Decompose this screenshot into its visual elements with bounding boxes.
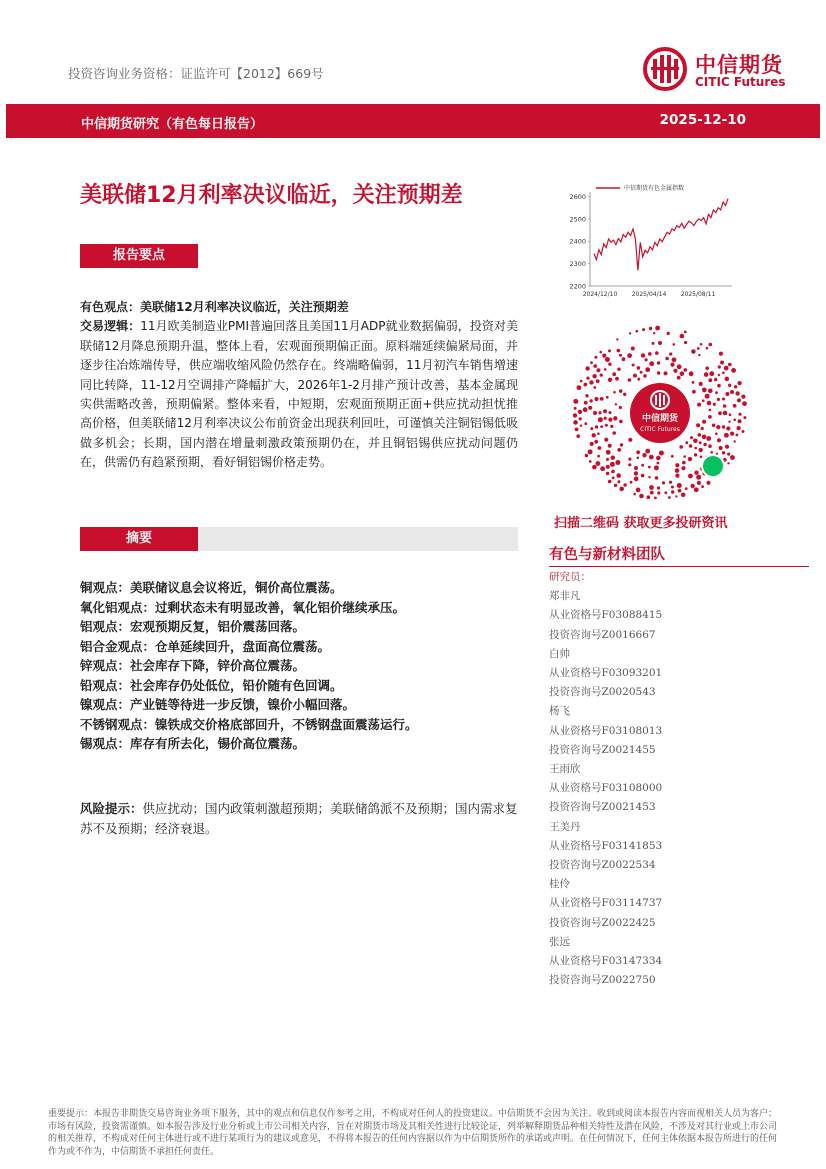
- view-item: 氧化铝观点：过剩状态未有明显改善，氧化铝价继续承压。: [80, 599, 406, 615]
- x-tick-label: 2025/08/11: [680, 291, 716, 298]
- logo-en: CITIC Futures: [695, 75, 786, 89]
- view-item: 铝合金观点：仓单延续回升，盘面高位震荡。: [80, 638, 331, 654]
- y-tick-label: 2300: [569, 260, 586, 269]
- risk-text: 供应扰动；国内政策刺激超预期；美联储鸽派不及预期；国内需求复苏不及预期；经济衰退。: [80, 801, 518, 836]
- view-label: 有色观点：: [80, 300, 141, 314]
- researcher-name: 张远: [549, 935, 570, 948]
- researcher-license: 从业资格号F03108013: [549, 724, 663, 737]
- researcher-name: 桂伶: [549, 878, 570, 891]
- section-summary: [80, 527, 518, 551]
- risk-label: 风险提示：: [80, 801, 143, 816]
- disclaimer: 重要提示：本报告非期货交易咨询业务项下服务，其中的观点和信息仅作参考之用，不构成对任何人的投资建议。中信期货不会因为关注、收到或阅读本报告内容而视相关人员为客户；市场有风险，投资需谨慎。如本报告涉及行业分析或上市公司相关内容，旨在对期货市场及其相关性进行比较论证，列举解释期货品种相关特性及潜在风险，不涉及对其行业或上市公司的相关推荐，不构成对任何主体进行或不进行某项行为的建议或意见，不得将本报告的任何内容据以作为中信期货所作的承诺或声明。在任何情况下，任何主体依据本报告所进行的任何作为或不作为，中信期货不承担任何责任。: [48, 1109, 778, 1157]
- view-item: 铝观点：宏观预期反复，铝价震荡回落。: [80, 619, 306, 634]
- researcher-consult: 投资咨询号Z0020543: [549, 686, 656, 699]
- logic-label: 交易逻辑：: [80, 319, 141, 334]
- section-rule: [198, 527, 518, 551]
- company-logo: [643, 45, 803, 95]
- researcher-name: 王雨欣: [549, 763, 581, 776]
- view-line: [80, 298, 518, 317]
- researcher-consult: 投资咨询号Z0022750: [549, 974, 656, 987]
- report-series: 中信期货研究（有色每日报告）: [81, 117, 264, 132]
- logo-cn: 中信期货: [695, 53, 783, 77]
- summary-views: [80, 578, 418, 754]
- team-title: 有色与新材料团队: [549, 547, 665, 563]
- researcher-name: 白帅: [549, 647, 570, 660]
- researcher-list: [549, 568, 662, 990]
- researcher-consult: 投资咨询号Z0022534: [549, 859, 656, 872]
- key-points-body: [80, 298, 518, 473]
- researcher-consult: 投资咨询号Z0016667: [549, 628, 656, 641]
- team-divider: [549, 566, 809, 567]
- view-item: 铅观点：社会库存仍处低位，铅价随有色回调。: [80, 677, 343, 693]
- researcher-name: 王美丹: [549, 820, 581, 833]
- researcher-license: 从业资格号F03147334: [549, 955, 663, 968]
- logic-paragraph: [80, 317, 518, 472]
- researcher-consult: 投资咨询号Z0021453: [549, 801, 656, 814]
- view-item: 镍观点：产业链等待进一步反馈，镍价小幅回落。: [80, 697, 356, 712]
- index-chart: [560, 182, 738, 310]
- researcher-license: 从业资格号F03088415: [549, 609, 663, 622]
- researcher-name: 郑非凡: [549, 590, 581, 603]
- section-label: 报告要点: [80, 244, 198, 268]
- researcher-license: 从业资格号F03141853: [549, 839, 663, 852]
- y-tick-label: 2400: [569, 237, 586, 246]
- view-text: 美联储12月利率决议临近，关注预期差: [140, 300, 349, 314]
- y-tick-label: 2500: [569, 215, 586, 224]
- header-bar: [6, 104, 820, 138]
- risk-warning: [80, 799, 520, 839]
- section-key-points: [80, 244, 200, 268]
- license-text: 投资咨询业务资格：证监许可【2012】669号: [68, 66, 324, 81]
- legend-label: 中信期货有色金属指数: [624, 185, 685, 192]
- report-date: 2025-12-10: [659, 112, 746, 128]
- section-label: 摘要: [80, 527, 198, 551]
- researcher-name: 杨飞: [549, 705, 570, 718]
- view-item: 不锈钢观点：镍铁成交价格底部回升，不锈钢盘面震荡运行。: [80, 716, 418, 732]
- logic-text: 11月欧美制造业PMI普遍回落且美国11月ADP就业数据偏弱，投资对美联储12月降息预期升温，整体上看，宏观面预期偏正面。原料端延续偏紧局面，并逐步往冶炼端传导，供应端收缩风险仍然存在。终端略偏弱，11月初汽车销售增速同比转降，11-12月空调排产降幅扩大，2026年1-2月排产预计改善，基本金属现实供需略改善，预期偏紧。整体来看，中短期，宏观面预期正面+供应扰动担忧推高价格，但美联储12月利率决议公布前资金出现获利回吐，可谨慎关注铜铝锡低吸做多机会；长期，国内潜在增量刺激政策预期仍在，并且铜铝锡供应扰动问题仍在，供需仍有趋紧预期，看好铜铝锡价格走势。: [80, 319, 518, 470]
- view-item: 锌观点：社会库存下降，锌价高位震荡。: [80, 658, 306, 673]
- x-tick-label: 2024/12/10: [582, 291, 618, 298]
- y-tick-label: 2200: [569, 282, 586, 291]
- researcher-consult: 投资咨询号Z0021455: [549, 743, 656, 756]
- researcher-consult: 投资咨询号Z0022425: [549, 916, 656, 929]
- x-tick-label: 2025/04/14: [631, 291, 667, 298]
- researcher-license: 从业资格号F03114737: [549, 897, 663, 910]
- view-item: 锡观点：库存有所去化，锡价高位震荡。: [80, 736, 306, 751]
- citic-logo-icon: [643, 47, 687, 91]
- researcher-license: 从业资格号F03093201: [549, 667, 663, 680]
- researchers-label: 研究员：: [549, 571, 591, 583]
- report-title: 美联储12月利率决议临近，关注预期差: [80, 183, 463, 208]
- series-line: [594, 199, 728, 271]
- view-item: 铜观点：美联储议息会议将近，铜价高位震荡。: [80, 580, 343, 595]
- y-tick-label: 2600: [569, 192, 586, 201]
- qr-code[interactable]: [567, 320, 753, 506]
- scan-prompt: 扫描二维码 获取更多投研资讯: [554, 516, 728, 531]
- researcher-license: 从业资格号F03108000: [549, 782, 663, 795]
- qr-logo-cn: 中信期货: [641, 414, 679, 424]
- qr-logo-en: CITIC Futures: [640, 426, 680, 433]
